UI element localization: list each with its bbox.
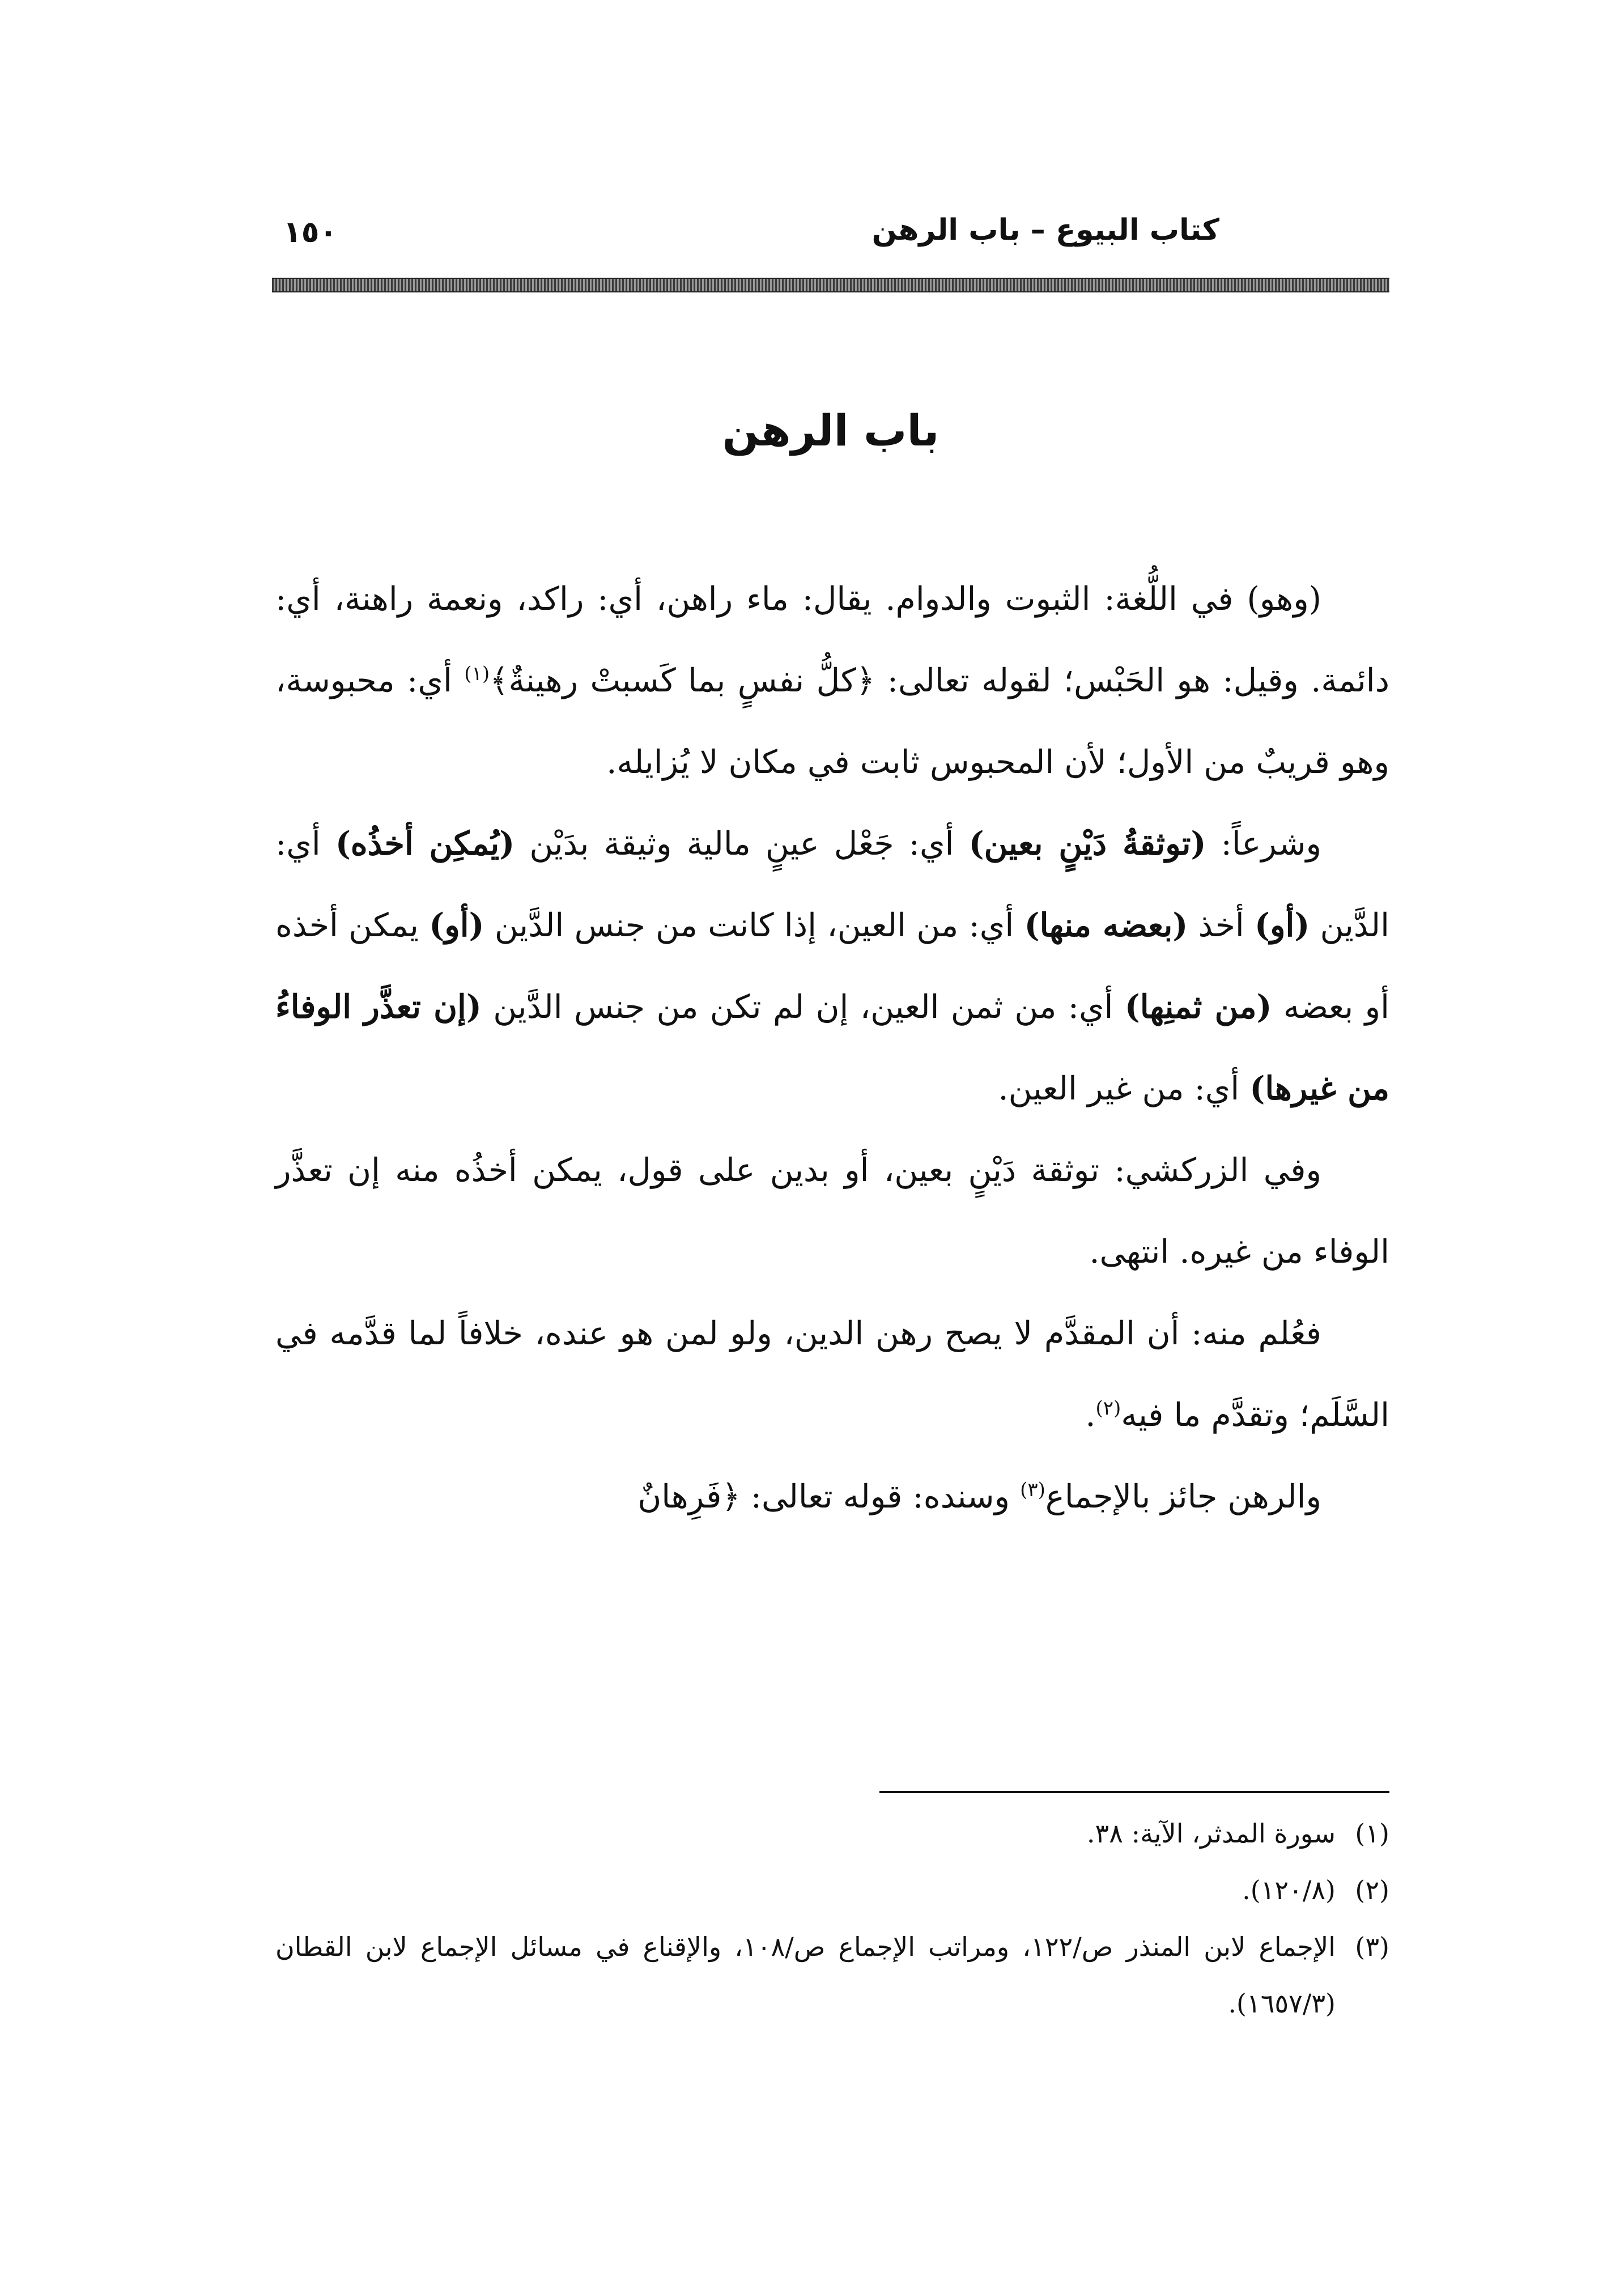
running-header [272, 210, 1389, 255]
paragraph-zarkashi: وفي الزركشي: توثقة دَيْنٍ بعين، أو بدين على قول، يمكن أخذُه منه إن تعذَّر الوفاء من غيره. انتهى. [275, 1152, 1389, 1271]
text-segment: أي: من ثمن العين، إن لم تكن من جنس الدَّين [481, 988, 1125, 1026]
footnote-divider [879, 1791, 1389, 1793]
footnote-text: سورة المدثر، الآية: ٣٨. [1086, 1818, 1336, 1849]
text-segment: أخذ [1188, 907, 1255, 944]
matn-text: (بعضه منها) [1024, 906, 1188, 944]
paragraph-definition-lexical [275, 558, 1389, 803]
text-segment: وسنده: قوله تعالى: ﴿فَرِهانٌ [637, 1478, 1021, 1515]
text-segment: يمكن أخذه أو بعضه [275, 907, 1389, 1026]
page-number: ١٥٠ [283, 215, 338, 249]
main-text [275, 558, 1389, 1538]
text-segment: وشرعاً: [1206, 825, 1321, 863]
text-segment: أي: الدَّين [275, 825, 1390, 944]
running-header-title: كتاب البيوع – باب الرهن [871, 213, 1219, 247]
footnote-3 [275, 1918, 1389, 2032]
text-segment: . [1085, 1396, 1096, 1434]
footnote-text: (١٢٠/٨). [1242, 1875, 1336, 1905]
text-segment: أي: جَعْل عينٍ مالية وثيقة بدَيْن [515, 825, 969, 863]
matn-text: (يُمكِن أخذُه) [335, 825, 515, 863]
footnote-1 [275, 1805, 1389, 1862]
footnote-ref-3[interactable]: (٣) [1020, 1479, 1045, 1501]
matn-text: (توثقةُ دَيْنٍ بعين) [968, 825, 1206, 863]
matn-text: (أو) [429, 906, 484, 944]
footnotes [275, 1805, 1389, 2032]
matn-text: (إن تعذَّر الوفاءُ من غيرها) [275, 988, 1389, 1107]
text-segment: والرهن جائز بالإجماع [1045, 1478, 1321, 1515]
text-segment: فعُلم منه: أن المقدَّم لا يصح رهن الدين، ولو لمن هو عنده، خلافاً لما قدَّمه في السَّلَم؛ وتقدَّم ما فيه [275, 1315, 1389, 1434]
footnote-number: (٣) [1355, 1931, 1389, 1962]
header-divider [272, 278, 1389, 292]
chapter-title: باب الرهن [722, 405, 939, 456]
matn-text: (أو) [1254, 906, 1310, 944]
footnote-ref-2[interactable]: (٢) [1095, 1397, 1121, 1420]
footnote-number: (١) [1355, 1818, 1389, 1849]
text-segment: أي: محبوسة، وهو قريبٌ من الأول؛ لأن المحبوس ثابت في مكان لا يُزايله. [275, 662, 1389, 781]
paragraph-inference [275, 1293, 1389, 1456]
paragraph-consensus [275, 1456, 1389, 1538]
text-segment: (وهو) في اللُّغة: الثبوت والدوام. يقال: ماء راهن، أي: راكد، ونعمة راهنة، أي: دائمة. وقيل: هو الحَبْس؛ لقوله تعالى: ﴿كلُّ نفسٍ بما كَسبتْ رهينةٌ﴾ [275, 580, 1389, 699]
paragraph-definition-legal [275, 803, 1389, 1129]
footnote-ref-1[interactable]: (١) [464, 663, 490, 685]
footnote-2 [275, 1862, 1389, 1918]
footnote-number: (٢) [1355, 1875, 1389, 1905]
text-segment: أي: من العين، إذا كانت من جنس الدَّين [484, 907, 1024, 944]
footnote-text: الإجماع لابن المنذر ص/١٢٢، ومراتب الإجماع ص/١٠٨، والإقناع في مسائل الإجماع لابن القطان (١٦٥٧/٣). [275, 1931, 1336, 2019]
matn-text: (من ثمنِها) [1124, 988, 1272, 1026]
text-segment: أي: من غير العين. [998, 1070, 1250, 1107]
